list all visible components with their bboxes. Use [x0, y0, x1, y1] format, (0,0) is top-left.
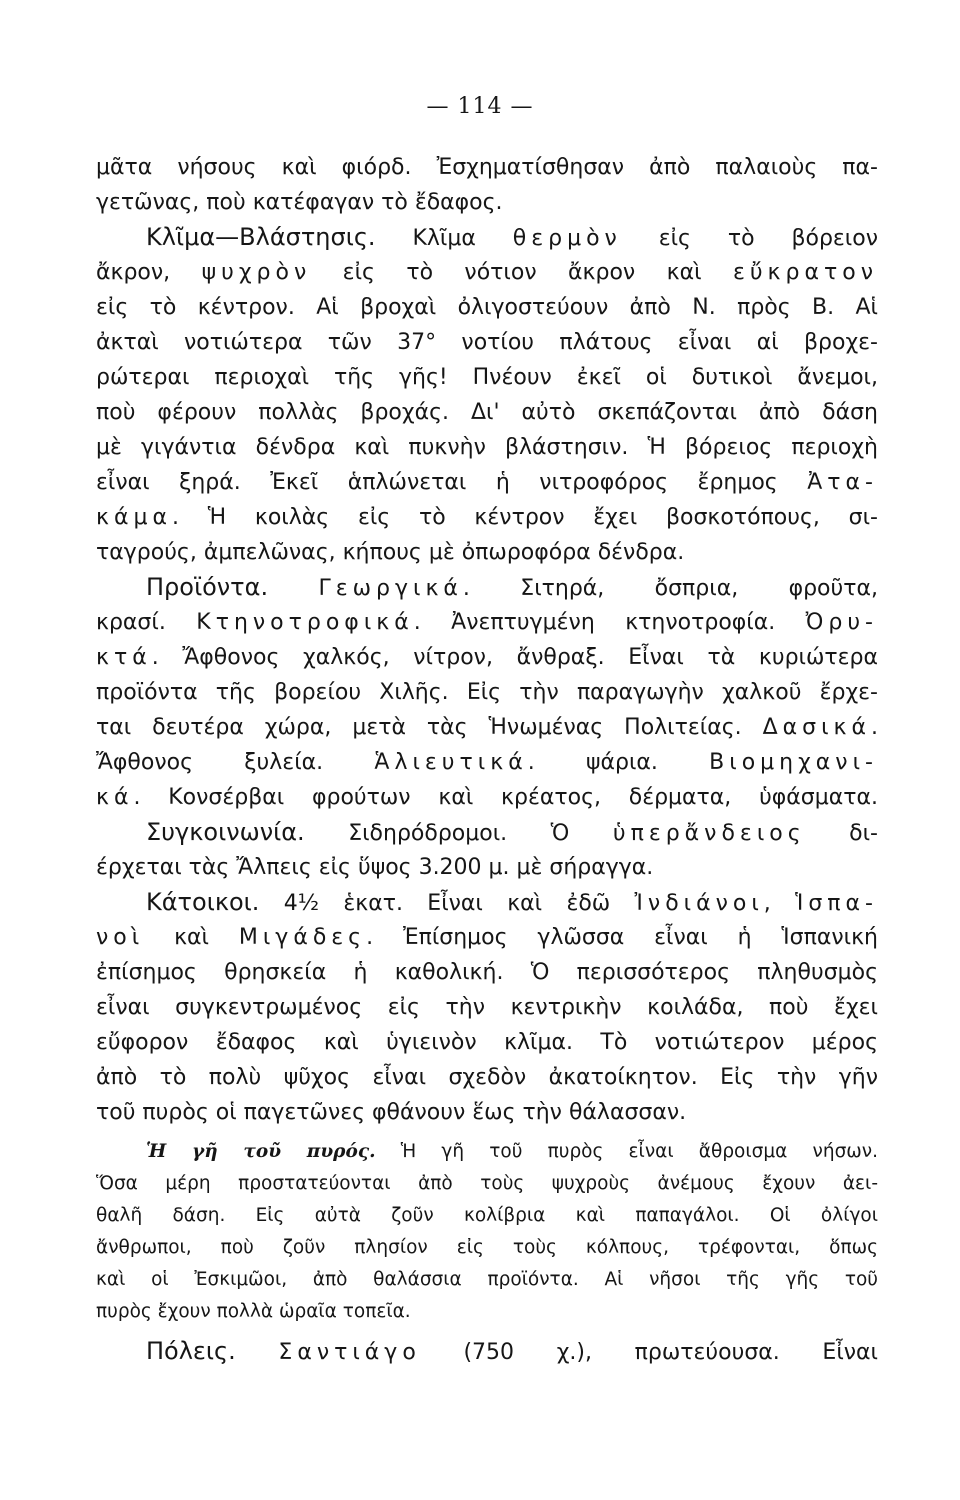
section-heading: Πόλεις. [146, 1337, 236, 1365]
text-run: Κλῖμα [375, 226, 513, 251]
text-run: Ἄφθονος ξυλεία. [96, 750, 375, 775]
text-run [268, 576, 318, 601]
text-run: , [763, 891, 796, 916]
text-line [96, 640, 878, 675]
text-line [96, 745, 878, 780]
text-run: ται δευτέρα χώρα, μετὰ τὰς Ἡνωμένας Πολιτείας. [96, 715, 763, 740]
spaced-term: Ὀρυ- [805, 610, 878, 635]
text-line [96, 815, 878, 850]
spaced-term: νοὶ [96, 925, 145, 950]
text-run: εἰς τὸ νότιον ἄκρον καὶ [311, 260, 733, 285]
text-line: πυρὸς ἔχουν πολλὰ ὡραῖα τοπεῖα. [96, 1301, 411, 1322]
text-run: . [871, 715, 878, 740]
text-line [96, 500, 878, 535]
spaced-term: Ἱσπα- [795, 891, 878, 916]
text-line: ἐπίσημος θρησκεία ἡ καθολική. Ὁ περισσότερος πληθυσμὸς [96, 960, 878, 985]
text-run: . Ἡ κοιλὰς εἰς τὸ κέντρον ἔχει βοσκοτόπους, σι- [171, 505, 878, 530]
section-heading: Κάτοικοι. [146, 888, 260, 916]
text-run: κρασί. [96, 610, 197, 635]
text-line [96, 885, 878, 920]
text-run: εἰς τὸ βόρειον [621, 226, 878, 251]
spaced-term: κτά [96, 645, 152, 670]
text-run: . Ἄφθονος χαλκός, νίτρον, ἄνθραξ. Εἶναι τὰ κυριώτερα [151, 645, 878, 670]
text-line: εἰς τὸ κέντρον. Αἱ βροχαὶ ὀλιγοστεύουν ἀπὸ Ν. πρὸς Β. Αἱ [96, 295, 878, 320]
text-line: εἶναι συγκεντρωμένος εἰς τὴν κεντρικὴν κοιλάδα, ποὺ ἔχει [96, 995, 878, 1020]
text-line: ρώτεραι περιοχαὶ τῆς γῆς! Πνέουν ἐκεῖ οἱ δυτικοὶ ἄνεμοι, [96, 365, 878, 390]
spaced-term: Βιομηχανι- [709, 750, 878, 775]
text-line [96, 1334, 878, 1369]
text-line: ἀκταὶ νοτιώτερα τῶν 37° νοτίου πλάτους εἶναι αἱ βροχε- [96, 330, 878, 355]
italic-heading: Ἡ γῆ τοῦ πυρός. [146, 1141, 376, 1162]
text-line: καὶ οἱ Ἐσκιμῶοι, ἀπὸ θαλάσσια προϊόντα. Αἱ νῆσοι τῆς γῆς τοῦ [96, 1269, 878, 1290]
text-line [96, 465, 878, 500]
text-run: . ψάρια. [527, 750, 710, 775]
text-line [96, 605, 878, 640]
text-line [96, 710, 878, 745]
text-line: έρχεται τὰς Ἄλπεις εἰς ὕψος 3.200 μ. μὲ σήραγγα. [96, 855, 654, 880]
text-line: μὲ γιγάντια δένδρα καὶ πυκνὴν βλάστησιν. Ἡ βόρειος περιοχὴ [96, 435, 878, 460]
spaced-term: Μιγάδες [238, 925, 367, 950]
text-line: μᾶτα νήσους καὶ φιόρδ. Ἐσχηματίσθησαν ἀπὸ παλαιοὺς πα- [96, 155, 878, 180]
text-line: ποὺ φέρουν πολλὰς βροχάς. Δι' αὐτὸ σκεπάζονται ἀπὸ δάση [96, 400, 878, 425]
text-line: γετῶνας, ποὺ κατέφαγαν τὸ ἔδαφος. [96, 190, 503, 215]
text-line [96, 570, 878, 605]
spaced-term: κά [96, 785, 134, 810]
spaced-term: Σαντιάγο [278, 1340, 421, 1365]
text-line: Ὅσα μέρη προστατεύονται ἀπὸ τοὺς ψυχροὺς ἀνέμους ἔχουν ἀει- [96, 1173, 878, 1194]
text-line: ταγρούς, ἀμπελῶνας, κήπους μὲ ὀπωροφόρα δένδρα. [96, 540, 685, 565]
text-line: προϊόντα τῆς βορείου Χιλῆς. Εἰς τὴν παραγωγὴν χαλκοῦ ἔρχε- [96, 680, 878, 705]
spaced-term: θερμὸν [512, 226, 622, 251]
spaced-term: κάμα [96, 505, 172, 530]
text-line [96, 780, 878, 815]
text-line: τοῦ πυρὸς οἱ παγετῶνες φθάνουν ἕως τὴν θάλασσαν. [96, 1100, 687, 1125]
spaced-term: Δασικά [762, 715, 871, 740]
text-run: (750 χ.), πρωτεύουσα. Εἶναι [420, 1340, 879, 1365]
text-run: ἄκρον, [96, 260, 202, 285]
section-heading: Προϊόντα. [146, 573, 269, 601]
text-line [96, 920, 878, 955]
text-line [96, 1136, 878, 1168]
spaced-term: Ἰνδιάνοι [634, 891, 764, 916]
text-run: καὶ [144, 925, 239, 950]
text-run: . Ἐπίσημος γλῶσσα εἶναι ἡ Ἱσπανική [366, 925, 878, 950]
text-line [96, 255, 878, 290]
spaced-term: εὔκρατον [732, 260, 878, 285]
section-heading: Συγκοινωνία. [146, 818, 305, 846]
text-run: . Κονσέρβαι φρούτων καὶ κρέατος, δέρματα, ὑφάσματα. [133, 785, 878, 810]
text-line: θαλῆ δάση. Εἰς αὐτὰ ζοῦν κολίβρια καὶ παπαγάλοι. Οἱ ὀλίγοι [96, 1205, 878, 1226]
text-run: δι- [805, 821, 878, 846]
text-line: ἄνθρωποι, ποὺ ζοῦν πλησίον εἰς τοὺς κόλπους, τρέφονται, ὅπως [96, 1237, 878, 1258]
text-run: Σιδηρόδρομοι. Ὁ [304, 821, 613, 846]
page-number: — 114 — [426, 94, 534, 119]
text-line [96, 220, 878, 255]
spaced-term: Γεωργικά [318, 576, 463, 601]
spaced-term: ψυχρὸν [201, 260, 312, 285]
text-run [236, 1340, 279, 1365]
text-run: . Σιτηρά, ὄσπρια, φροῦτα, [462, 576, 878, 601]
text-run: 4½ ἑκατ. Εἶναι καὶ ἐδῶ [259, 891, 635, 916]
text-run: εἶναι ξηρά. Ἐκεῖ ἁπλώνεται ἡ νιτροφόρος ἔρημος [96, 470, 808, 495]
text-line: εὔφορον ἔδαφος καὶ ὑγιεινὸν κλῖμα. Τὸ νοτιώτερον μέρος [96, 1030, 878, 1055]
section-heading: Κλῖμα—Βλάστησις. [146, 223, 376, 251]
spaced-term: ὑπερἄνδειος [612, 821, 806, 846]
spaced-term: Ἀτα- [807, 470, 878, 495]
spaced-term: Ἁλιευτικά [374, 750, 528, 775]
text-run: Ἡ γῆ τοῦ πυρὸς εἶναι ἄθροισμα νήσων. [375, 1141, 879, 1162]
text-run: . Ἀνεπτυγμένη κτηνοτροφία. [413, 610, 806, 635]
body-text [96, 150, 878, 1369]
spaced-term: Κτηνοτροφικά [196, 610, 414, 635]
text-line: ἀπὸ τὸ πολὺ ψῦχος εἶναι σχεδὸν ἀκατοίκητον. Εἰς τὴν γῆν [96, 1065, 878, 1090]
